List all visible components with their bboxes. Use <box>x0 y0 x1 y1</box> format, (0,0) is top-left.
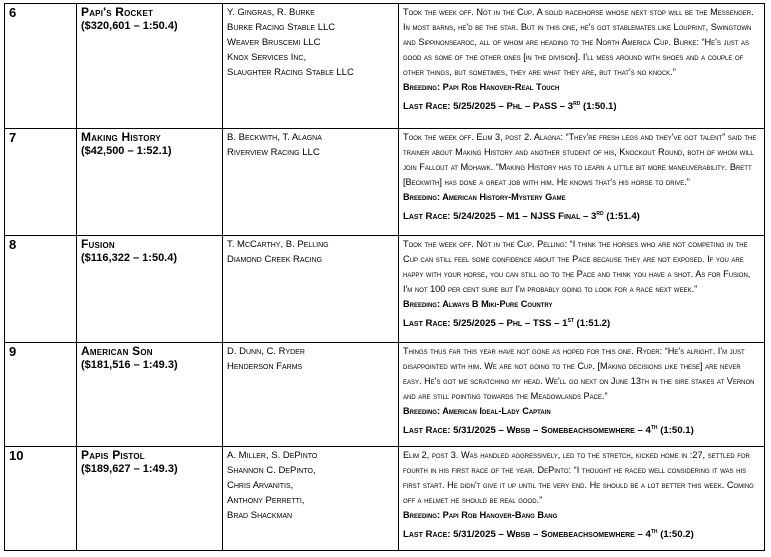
last-race-ordinal: rd <box>596 210 604 217</box>
notes-text: Took the week off. Elim 3, post 2. Alagna: “They're fresh legs and they've got talent” said the trainer about Making History and another student of his, Knockout Round, both of whom will join Fallout at Mohawk. “Making History has to learn a little bit more maneuverability. Brett [Beckwith] has done a great job with him. He knows that's his horse to drive.” <box>403 132 757 187</box>
last-race-line <box>403 312 760 333</box>
notes-cell <box>399 4 765 129</box>
notes-cell <box>399 343 765 447</box>
table-row <box>5 447 765 551</box>
connection-line: Burke Racing Stable LLC <box>227 22 336 33</box>
program-number-cell <box>5 447 77 551</box>
last-race-ordinal: th <box>650 528 658 535</box>
last-race-time: (1:50.1) <box>657 425 694 437</box>
program-number-cell <box>5 4 77 129</box>
horse-earnings: ($320,601 – 1:50.4) <box>81 20 178 32</box>
last-race-text: Last Race: 5/24/2025 – M1 – NJSS Final – 3 <box>403 211 597 223</box>
notes-text: Took the week off. Not in the Cup. A solid racehorse whose next stop will be the Messenger. In most barns, he'd be the star. But in this one, he's got stablemates like Louprint, Swingtown and Sippinonsearoc, all of whom are heading to the North America Cup. Burke: “He's just as good as some of the other ones [in the division]. I'll mess around with shoes and a couple of other things, but sometimes, they are what they are, but that's no knock.” <box>403 7 754 77</box>
horse-name: Making History <box>81 130 161 144</box>
breeding-line: Breeding: Always B Miki-Pure Country <box>403 299 553 309</box>
connection-line: Brad Shackman <box>227 510 293 521</box>
last-race-line <box>403 523 760 544</box>
connection-line: D. Dunn, C. Ryder <box>227 346 305 357</box>
last-race-ordinal: st <box>567 317 574 324</box>
horse-earnings: ($189,627 – 1:49.3) <box>81 463 178 475</box>
connections-cell <box>223 236 399 343</box>
horse-cell <box>77 4 223 129</box>
connection-line: Chris Arvanitis, <box>227 480 294 491</box>
table-row <box>5 236 765 343</box>
last-race-line <box>403 95 760 116</box>
program-number: 10 <box>9 448 24 463</box>
connection-line: Diamond Creek Racing <box>227 254 323 265</box>
notes-cell <box>399 236 765 343</box>
last-race-time: (1:50.2) <box>657 529 694 541</box>
last-race-time: (1:50.1) <box>580 101 617 113</box>
last-race-time: (1:51.2) <box>573 318 611 330</box>
connections-cell <box>223 343 399 447</box>
connection-line: Knox Services Inc, <box>227 52 307 63</box>
table-row <box>5 4 765 129</box>
breeding-line: Breeding: Papi Rob Hanover-Real Touch <box>403 82 560 92</box>
breeding-line: Breeding: American History-Mystery Game <box>403 192 566 202</box>
connection-line: Anthony Perretti, <box>227 495 305 506</box>
notes-text: Took the week off. Not in the Cup. Pelling: “I think the horses who are not competing in the Cup can still feel some confidence about the Pace because they are not exposed. If you are happy with your horse, you can still go to the Pace and think you have a shot. As for Fusion, I'm not 100 per cent sure but I'm probably going to look for a race next week.” <box>403 239 751 294</box>
last-race-text: Last Race: 5/31/2025 – Wbsb – Somebeachsomewhere – 4 <box>403 529 651 541</box>
connection-line: Shannon C. DePinto, <box>227 465 316 476</box>
entries-table-body <box>5 4 765 551</box>
horse-cell <box>77 236 223 343</box>
program-number: 7 <box>9 130 17 145</box>
program-number-cell <box>5 129 77 236</box>
horse-name: Papis Pistol <box>81 448 145 462</box>
breeding-line: Breeding: Papi Rob Hanover-Bang Bang <box>403 510 558 520</box>
last-race-line <box>403 419 760 440</box>
last-race-ordinal: rd <box>573 100 581 107</box>
horse-earnings: ($116,322 – 1:50.4) <box>81 252 178 264</box>
program-number: 6 <box>9 5 17 20</box>
connection-line: Slaughter Racing Stable LLC <box>227 67 354 78</box>
program-number-cell <box>5 343 77 447</box>
notes-text: Elim 2, post 3. Was handled aggressively, led to the stretch, kicked home in :27, settled for fourth in his first race of the year. DePinto: “I thought he raced well considering it was his first start. He didn't give it up until the very end. He should be a lot better this week. Coming off a helmet he should be real good.” <box>403 450 754 505</box>
horse-cell <box>77 129 223 236</box>
connection-line: T. McCarthy, B. Pelling <box>227 239 329 250</box>
connection-line: Henderson Farms <box>227 361 303 372</box>
last-race-ordinal: th <box>650 424 658 431</box>
notes-cell <box>399 129 765 236</box>
notes-text: Things thus far this year have not gone as hoped for this one. Ryder: “He's alright. I'm just disappointed with him. We are not going to the Cup. [Making decisions like these] are never easy. He's got me scratching my head. We'll go next on June 13th in the sire stakes at Vernon and are still pointing towards the Meadowlands Pace.” <box>403 346 755 401</box>
connection-line: A. Miller, S. DePinto <box>227 450 318 461</box>
connection-line: B. Beckwith, T. Alagna <box>227 132 322 143</box>
program-number: 9 <box>9 344 17 359</box>
last-race-text: Last Race: 5/25/2025 – Phl – PaSS – 3 <box>403 101 574 113</box>
horse-name: Papi's Rocket <box>81 5 154 19</box>
horse-cell <box>77 343 223 447</box>
last-race-text: Last Race: 5/31/2025 – Wbsb – Somebeachsomewhere – 4 <box>403 425 651 437</box>
notes-cell <box>399 447 765 551</box>
connection-line: Weaver Bruscemi LLC <box>227 37 321 48</box>
horse-name: American Son <box>81 344 153 358</box>
entries-table <box>4 3 765 551</box>
breeding-line: Breeding: American Ideal-Lady Captain <box>403 406 551 416</box>
horse-earnings: ($181,516 – 1:49.3) <box>81 359 178 371</box>
connection-line: Y. Gingras, R. Burke <box>227 7 315 18</box>
last-race-text: Last Race: 5/25/2025 – Phl – TSS – 1 <box>403 318 568 330</box>
connections-cell <box>223 447 399 551</box>
connections-cell <box>223 4 399 129</box>
horse-name: Fusion <box>81 237 115 251</box>
horse-earnings: ($42,500 – 1:52.1) <box>81 145 172 157</box>
table-row <box>5 129 765 236</box>
program-number-cell <box>5 236 77 343</box>
connection-line: Riverview Racing LLC <box>227 147 320 158</box>
connections-cell <box>223 129 399 236</box>
program-number: 8 <box>9 237 17 252</box>
last-race-time: (1:51.4) <box>603 211 640 223</box>
horse-cell <box>77 447 223 551</box>
last-race-line <box>403 205 760 226</box>
table-row <box>5 343 765 447</box>
